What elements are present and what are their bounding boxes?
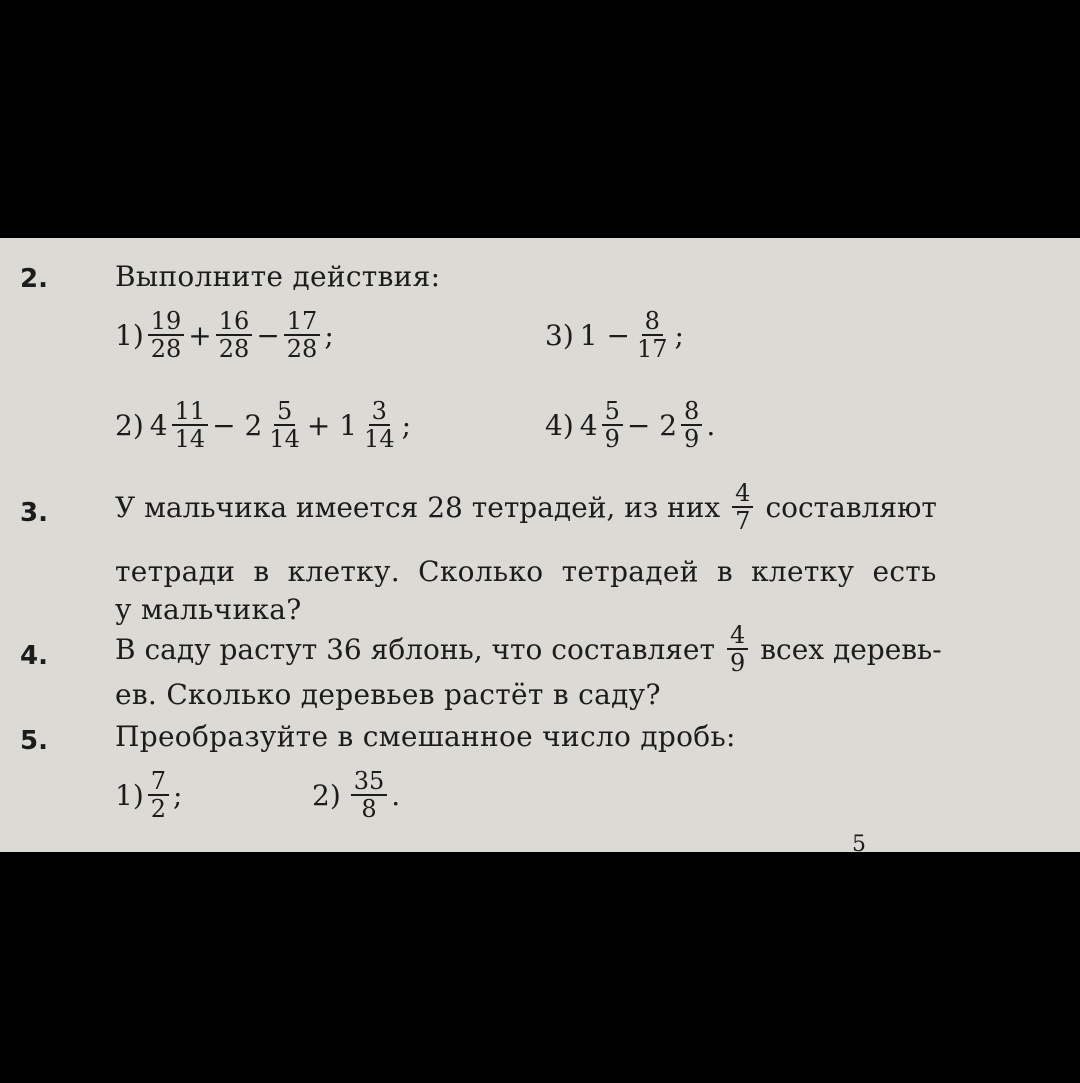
task-2-title: Выполните действия:	[115, 260, 441, 293]
textbook-page	[0, 238, 1080, 852]
task-4-text-b: всех деревь-	[760, 632, 942, 666]
operator: − 2	[212, 408, 263, 442]
task-5-title: Преобразуйте в смешанное число дробь:	[115, 720, 736, 753]
item-label: 2)	[115, 408, 144, 442]
fraction: $\frac{5}{9}$	[602, 398, 623, 452]
fraction: $\frac{4}{9}$	[727, 622, 748, 676]
operator: − 2	[626, 408, 678, 442]
task-2-item-4	[545, 398, 715, 452]
terminator: .	[706, 408, 716, 442]
task-3-line-1	[115, 480, 937, 534]
item-label: 4)	[545, 408, 574, 442]
operator: −	[256, 318, 280, 352]
task-2-item-1	[115, 308, 334, 362]
fraction: $\frac{3}{14}$	[364, 397, 395, 453]
item-label: 2)	[312, 778, 341, 812]
task-2-item-2	[115, 398, 411, 452]
task-3-text-a: У мальчика имеется 28 тетрадей, из них	[115, 490, 721, 524]
task-5-item-2	[312, 768, 400, 822]
task-4-number: 4.	[20, 641, 48, 671]
task-3-line-3: у мальчика?	[115, 593, 302, 626]
task-5-item-1	[115, 768, 182, 822]
operator: + 1	[306, 408, 358, 442]
fraction: $\frac{4}{7}$	[732, 480, 753, 534]
fraction: $\frac{7}{2}$	[148, 768, 169, 822]
task-4-text-a: В саду растут 36 яблонь, что составляет	[115, 632, 715, 666]
task-5-number: 5.	[20, 726, 48, 756]
terminator: ;	[401, 408, 412, 442]
fraction: $\frac{35}{8}$	[351, 768, 388, 822]
fraction: $\frac{19}{28}$	[148, 308, 185, 362]
terminator: .	[391, 778, 401, 812]
task-3-text-b: составляют	[765, 490, 937, 524]
task-4-line-2: ев. Сколько деревьев растёт в саду?	[115, 678, 661, 711]
operator: +	[188, 318, 212, 352]
fraction: $\frac{8}{17}$	[636, 307, 668, 363]
fraction: $\frac{5}{14}$	[269, 397, 300, 453]
terminator: ;	[674, 318, 684, 352]
terminator: ;	[324, 318, 334, 352]
fraction: $\frac{17}{28}$	[284, 308, 321, 362]
fraction: $\frac{8}{9}$	[681, 398, 702, 452]
whole-part: 4	[579, 408, 598, 442]
page-number: 5	[852, 832, 866, 852]
item-label: 1)	[115, 778, 144, 812]
fraction: $\frac{11}{14}$	[172, 398, 209, 452]
task-3-line-2: тетради в клетку. Сколько тетрадей в клетку есть	[115, 555, 937, 588]
item-label: 1)	[115, 318, 144, 352]
terminator: ;	[173, 778, 183, 812]
item-label: 3)	[545, 318, 574, 352]
task-2-number: 2.	[20, 264, 48, 294]
expression-lead: 1 −	[579, 318, 630, 352]
task-2-item-3	[545, 308, 684, 362]
whole-part: 4	[149, 408, 168, 442]
task-4-line-1	[115, 622, 942, 676]
task-3-number: 3.	[20, 498, 48, 528]
fraction: $\frac{16}{28}$	[216, 308, 253, 362]
